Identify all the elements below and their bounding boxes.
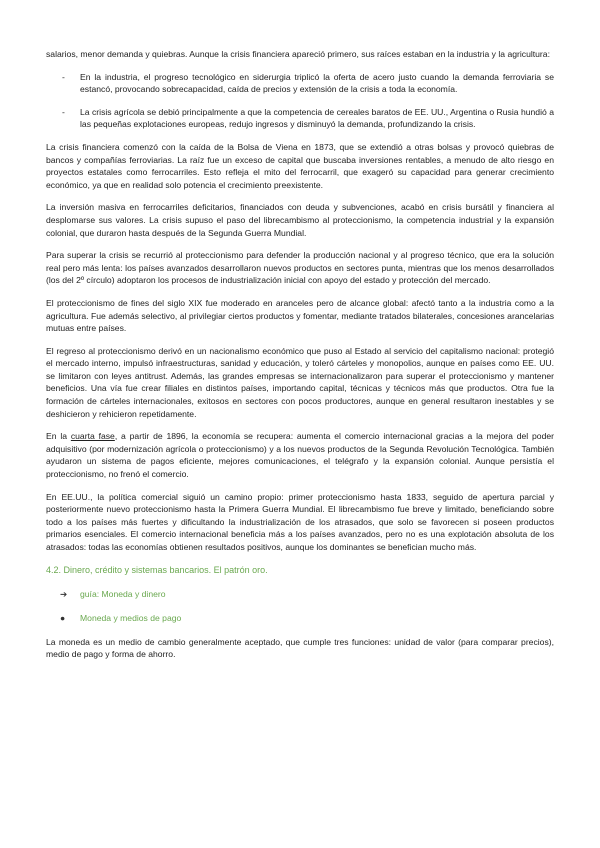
paragraph-nationalism: El regreso al proteccionismo derivó en un nacionalismo económico que puso al Estado al servicio del capitalismo nacional: protegió el mercado interno, impulsó infraestructuras, sanidad y educación, y toleró cárteles y monopolios, aunque en países como EE. UU. se limitaron con leyes antitrust. Además, las grandes empresas se internacionalizaron para superar el proteccionismo y mantener beneficios. Una vía fue crear filiales en distintos países, importando capital, técnicas y técnicos más que productos. Otra fue la formación de cárteles internacionales, exitosos en sectores con pocos productores, aunque en general resultaron inestables y se deshicieron y rehicieron repetidamente.	[46, 345, 554, 419]
dash-marker: -	[62, 71, 65, 82]
bullet-label: Moneda y medios de pago	[80, 612, 182, 623]
paragraph-protectionism: Para superar la crisis se recurrió al proteccionismo para defender la producción nacional y al progreso técnico, que era la solución real pero más lenta: los países avanzados desarrollaron nuevos productos en sectores punta, mientras que los menos desarrollados (los del 2º círculo) adoptaron los procesos de industrialización inicial con apoyo del estado y protección del mercado.	[46, 250, 554, 286]
section-heading: 4.2. Dinero, crédito y sistemas bancarios. El patrón oro.	[46, 564, 268, 575]
paragraph-money: La moneda es un medio de cambio generalmente aceptado, que cumple tres funciones: unidad de valor (para comparar precios), medio de pago y forma de ahorro.	[46, 636, 554, 660]
guide-item	[60, 588, 554, 600]
arrow-icon: ➔	[60, 588, 68, 599]
dash-marker: -	[62, 106, 65, 117]
guide-link[interactable]: Moneda y dinero	[101, 588, 166, 599]
bullet-text-industry: En la industria, el progreso tecnológico en siderurgia triplicó la oferta de acero justo cuando la demanda ferroviaria se estancó, provocando sobrecapacidad, caída de precios y extensión de la crisis a toda la economía.	[80, 71, 554, 95]
bullet-dot-icon: ●	[60, 612, 66, 623]
bullet-text-agriculture: La crisis agrícola se debió principalmente a que la competencia de cereales baratos de EE. UU., Argentina o Rusia hundió a las pequeñas explotaciones europeas, redujo ingresos y disminuyó la demanda, profundizando la crisis.	[80, 106, 554, 130]
paragraph-financial-crisis: La crisis financiera comenzó con la caída de la Bolsa de Viena en 1873, que se extendió a otras bolsas y provocó quiebras de bancos y compañías ferroviarias. La raíz fue un exceso de capital que buscaba inversiones rentables, a menudo de alto riesgo en proyectos estatales como ferrocarriles. Esto refleja el mito del ferrocarril, que exageró su capacidad para generar crecimiento económico, ya que en realidad solo potencia el crecimiento preexistente.	[46, 141, 554, 190]
fourth-phase-link[interactable]: cuarta fase	[70, 431, 115, 442]
bullet-item	[46, 71, 554, 96]
intro-paragraph: salarios, menor demanda y quiebras. Aunque la crisis financiera apareció primero, sus raíces estaban en la industria y la agricultura:	[46, 49, 550, 59]
guide-prefix: guía:	[80, 588, 100, 599]
paragraph-fourth-phase	[46, 430, 554, 480]
paragraph-xix-protectionism: El proteccionismo de fines del siglo XIX fue moderado en aranceles pero de alcance global: afectó tanto a la industria como a la agricultura. Fue además selectivo, al privilegiar ciertos productos y fomentar, mediante tratados bilaterales, concesiones arancelarias mutuas entre países.	[46, 297, 554, 334]
bullet-item	[46, 106, 554, 131]
phase-text-before: En la	[46, 431, 71, 442]
paragraph-usa: En EE.UU., la política comercial siguió un camino propio: primer proteccionismo hasta 1833, seguido de apertura parcial y posteriormente nuevo proteccionismo hasta la Primera Guerra Mundial. El librecambismo fue breve y limitado, beneficiando sobre todo a los países más fuertes y dificultando la industrialización de los atrasados, que solo se favorecen si poseen productos primarios esenciales. El comercio internacional beneficia más a los países avanzados, pero no es una explotación absoluta de los atrasados: todas las economías obtienen resultados positivos, aunque los dominantes se benefician mucho más.	[46, 491, 554, 552]
phase-text-after: , a partir de 1896, la economía se recupera: aumenta el comercio internacional gracias a la mejora del poder adquisitivo (por modernización agrícola o proteccionismo) y a los nuevos productos de la Segunda Revolución Tecnológica. También ayudaron un sistema de pagos eficiente, mejores comunicaciones, el telégrafo y la expansión colonial. Aunque persistía el proteccionismo, no frenó el comercio.	[46, 431, 554, 480]
paragraph-railway-investment: La inversión masiva en ferrocarriles deficitarios, financiados con deuda y subvenciones, acabó en crisis bursátil y financiera al desplomarse sus valores. La crisis supuso el paso del librecambismo al proteccionismo, la competencia industrial y la expansión colonial, que duraron hasta después de la Segunda Guerra Mundial.	[46, 202, 554, 238]
bullet-list-item	[60, 612, 554, 624]
